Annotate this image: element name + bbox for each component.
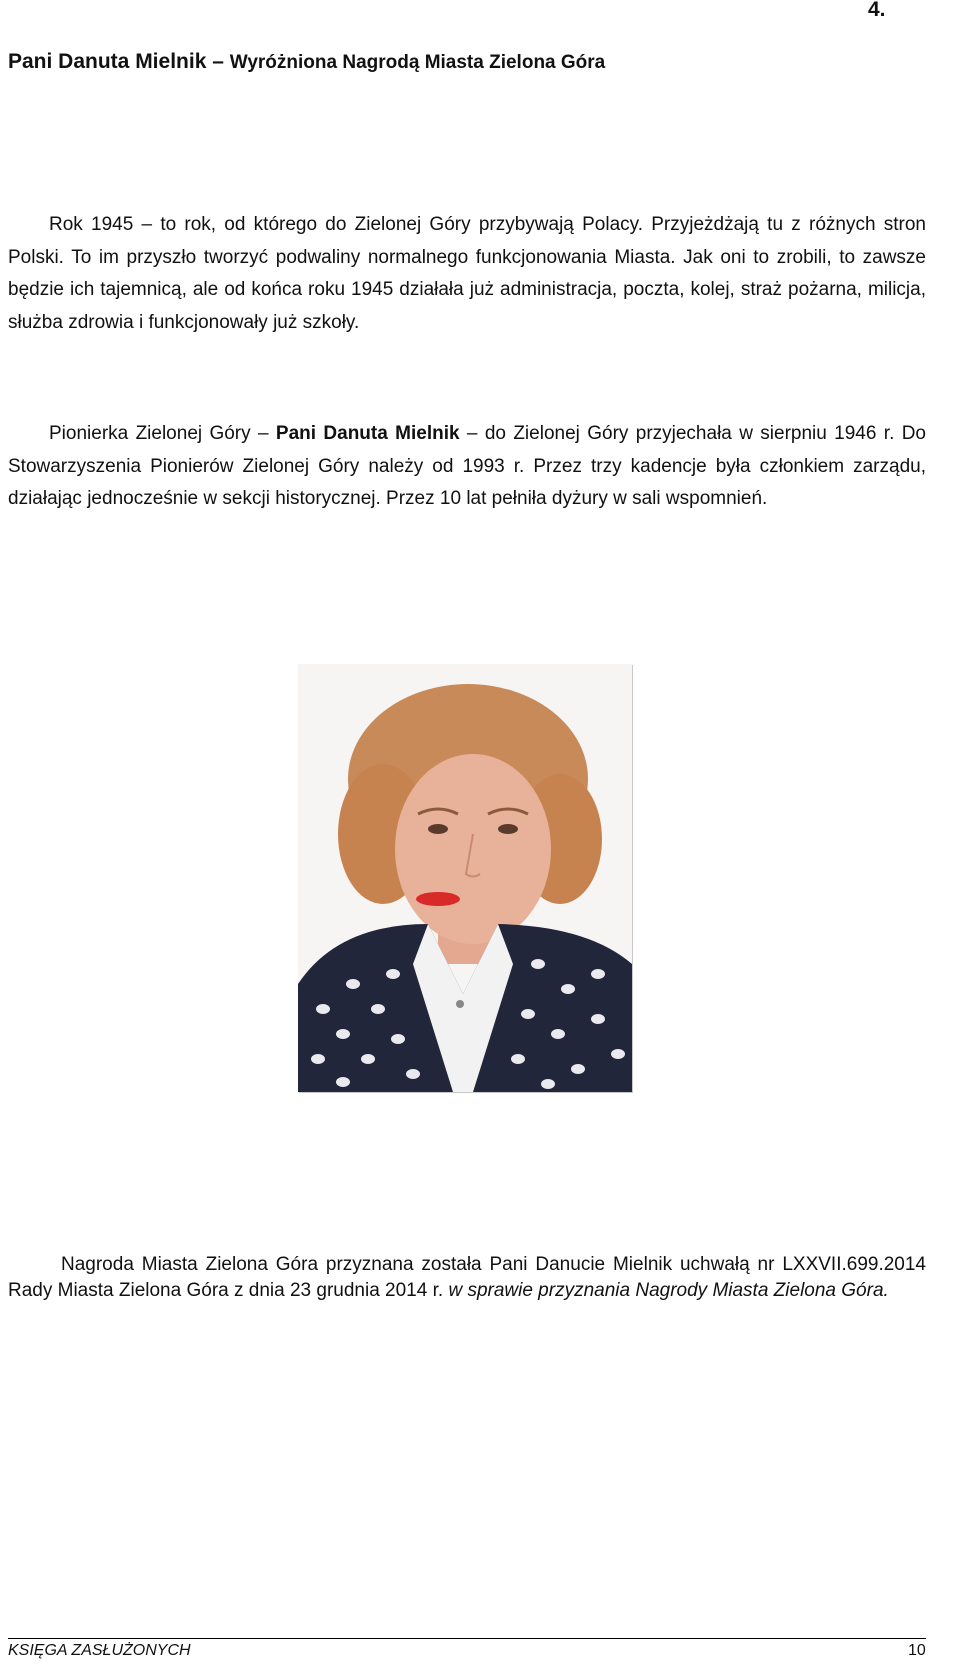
bio-name: Pani Danuta Mielnik bbox=[275, 423, 460, 444]
bio-text-start: Pionierka Zielonej Góry – bbox=[49, 423, 276, 444]
title-dash: – bbox=[212, 50, 224, 73]
portrait-photo bbox=[298, 664, 632, 1092]
title-name: Pani Danuta Mielnik bbox=[8, 50, 207, 73]
footer-page-number: 10 bbox=[908, 1642, 926, 1659]
award-italic-text: w sprawie przyznania Nagrody Miasta Zielona Góra. bbox=[448, 1280, 889, 1301]
footer-divider bbox=[8, 1638, 926, 1639]
page-number: 4. bbox=[868, 0, 886, 21]
award-paragraph bbox=[8, 1252, 926, 1304]
title-award: Wyróżniona Nagrodą Miasta Zielona Góra bbox=[229, 52, 606, 73]
page-title bbox=[8, 50, 605, 74]
award-text: Nagroda Miasta Zielona Góra przyznana została Pani Danucie Mielnik uchwałą nr LXXVII.699.2014 Rady Miasta Zielona Góra z dnia 23 grudnia 2014 r. bbox=[8, 1254, 926, 1301]
footer-book-title: KSIĘGA ZASŁUŻONYCH bbox=[8, 1642, 191, 1659]
bio-paragraph bbox=[8, 418, 926, 516]
intro-paragraph: Rok 1945 – to rok, od którego do Zielonej Góry przybywają Polacy. Przyjeżdżają tu z różnych stron Polski. To im przyszło tworzyć podwaliny normalnego funkcjonowania Miasta. Jak oni to zrobili, to zawsze będzie ich tajemnicą, ale od końca roku 1945 działała już administracja, poczta, kolej, straż pożarna, milicja, służba zdrowia i funkcjonowały już szkoły. bbox=[8, 214, 926, 333]
bio-text-rest: – do Zielonej Góry przyjechała w sierpniu 1946 r. Do Stowarzyszenia Pionierów Zielonej Góry należy od 1993 r. Przez trzy kadencje była członkiem zarządu, działając jednocześnie w sekcji historycznej. Przez 10 lat pełniła dyżury w sali wspomnień. bbox=[8, 423, 926, 509]
